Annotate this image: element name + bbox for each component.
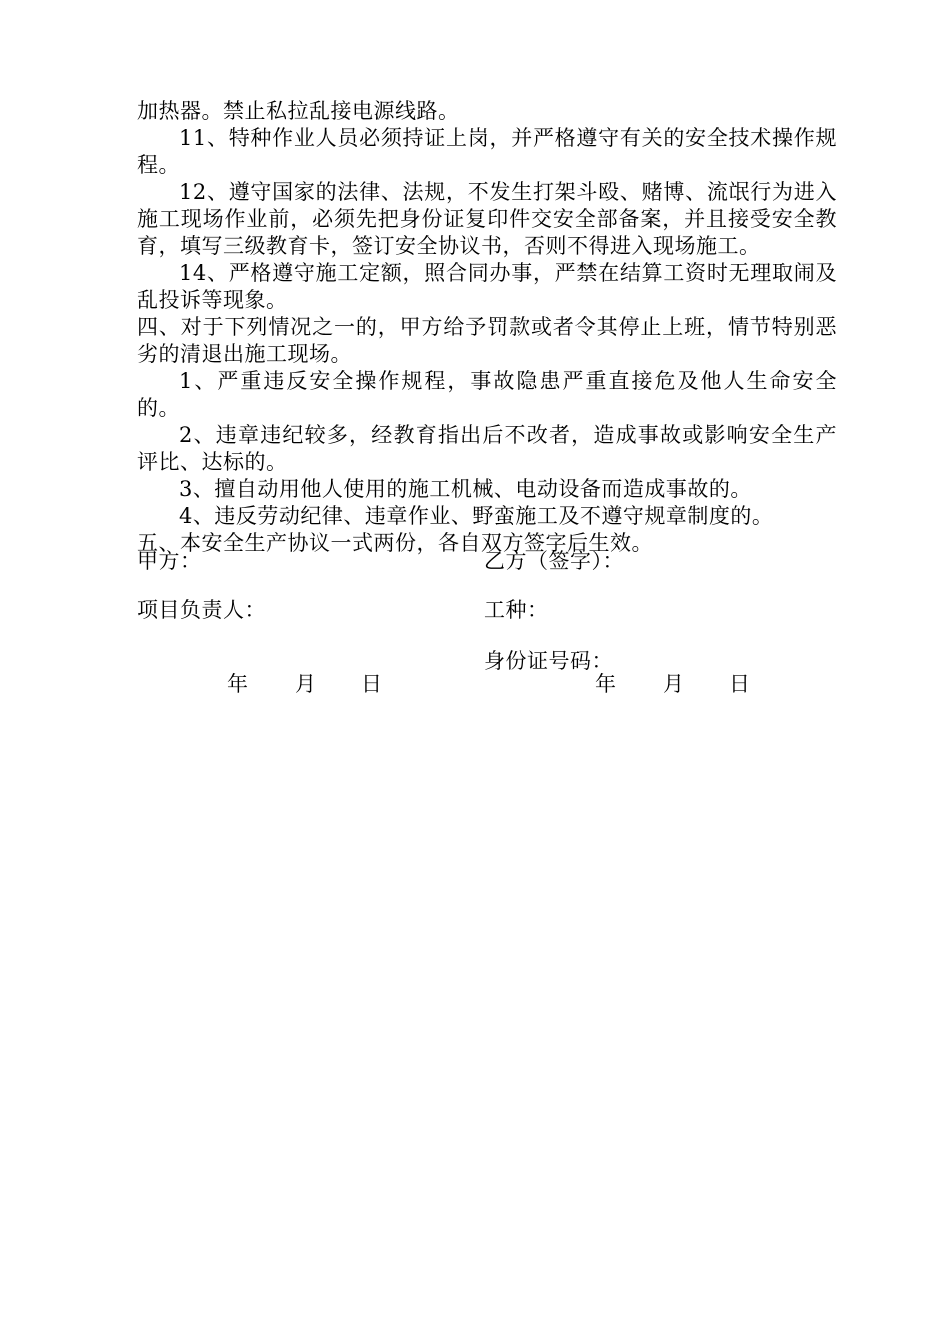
paragraph: 五、本安全生产协议一式两份，各自双方签字后生效。 — [137, 531, 653, 555]
party-a-label: 甲方： — [137, 549, 202, 573]
id-number-label: 身份证号码： — [484, 649, 613, 673]
paragraph: 12、遵守国家的法律、法规，不发生打架斗殴、赌博、流氓行为进入施工现场作业前，必须先把身份证复印件交安全部备案，并且接受安全教育，填写三级教育卡，签订安全协议书，否则不得进入现场施工。 — [137, 180, 837, 258]
party-a-day: 日 — [361, 672, 382, 696]
party-b-day: 日 — [729, 672, 750, 696]
party-a-year: 年 — [227, 672, 248, 696]
party-b-month: 月 — [663, 672, 684, 696]
party-b-year: 年 — [595, 672, 616, 696]
paragraph: 11、特种作业人员必须持证上岗，并严格遵守有关的安全技术操作规程。 — [137, 126, 837, 177]
paragraph: 2、违章违纪较多，经教育指出后不改者，造成事故或影响安全生产评比、达标的。 — [137, 423, 837, 474]
project-manager-label: 项目负责人： — [137, 598, 266, 622]
paragraph: 3、擅自动用他人使用的施工机械、电动设备而造成事故的。 — [179, 477, 752, 501]
agreement-body — [137, 98, 837, 557]
job-type-label: 工种： — [484, 598, 549, 622]
paragraph: 4、违反劳动纪律、违章作业、野蛮施工及不遵守规章制度的。 — [179, 504, 774, 528]
paragraph: 四、对于下列情况之一的，甲方给予罚款或者令其停止上班，情节特别恶劣的清退出施工现场。 — [137, 315, 837, 366]
paragraph: 加热器。禁止私拉乱接电源线路。 — [137, 99, 460, 123]
party-b-signature-label: 乙方（签字）： — [484, 549, 624, 573]
paragraph: 14、严格遵守施工定额，照合同办事，严禁在结算工资时无理取闹及乱投诉等现象。 — [137, 261, 837, 312]
paragraph: 1、严重违反安全操作规程，事故隐患严重直接危及他人生命安全的。 — [137, 369, 837, 420]
party-a-month: 月 — [295, 672, 316, 696]
